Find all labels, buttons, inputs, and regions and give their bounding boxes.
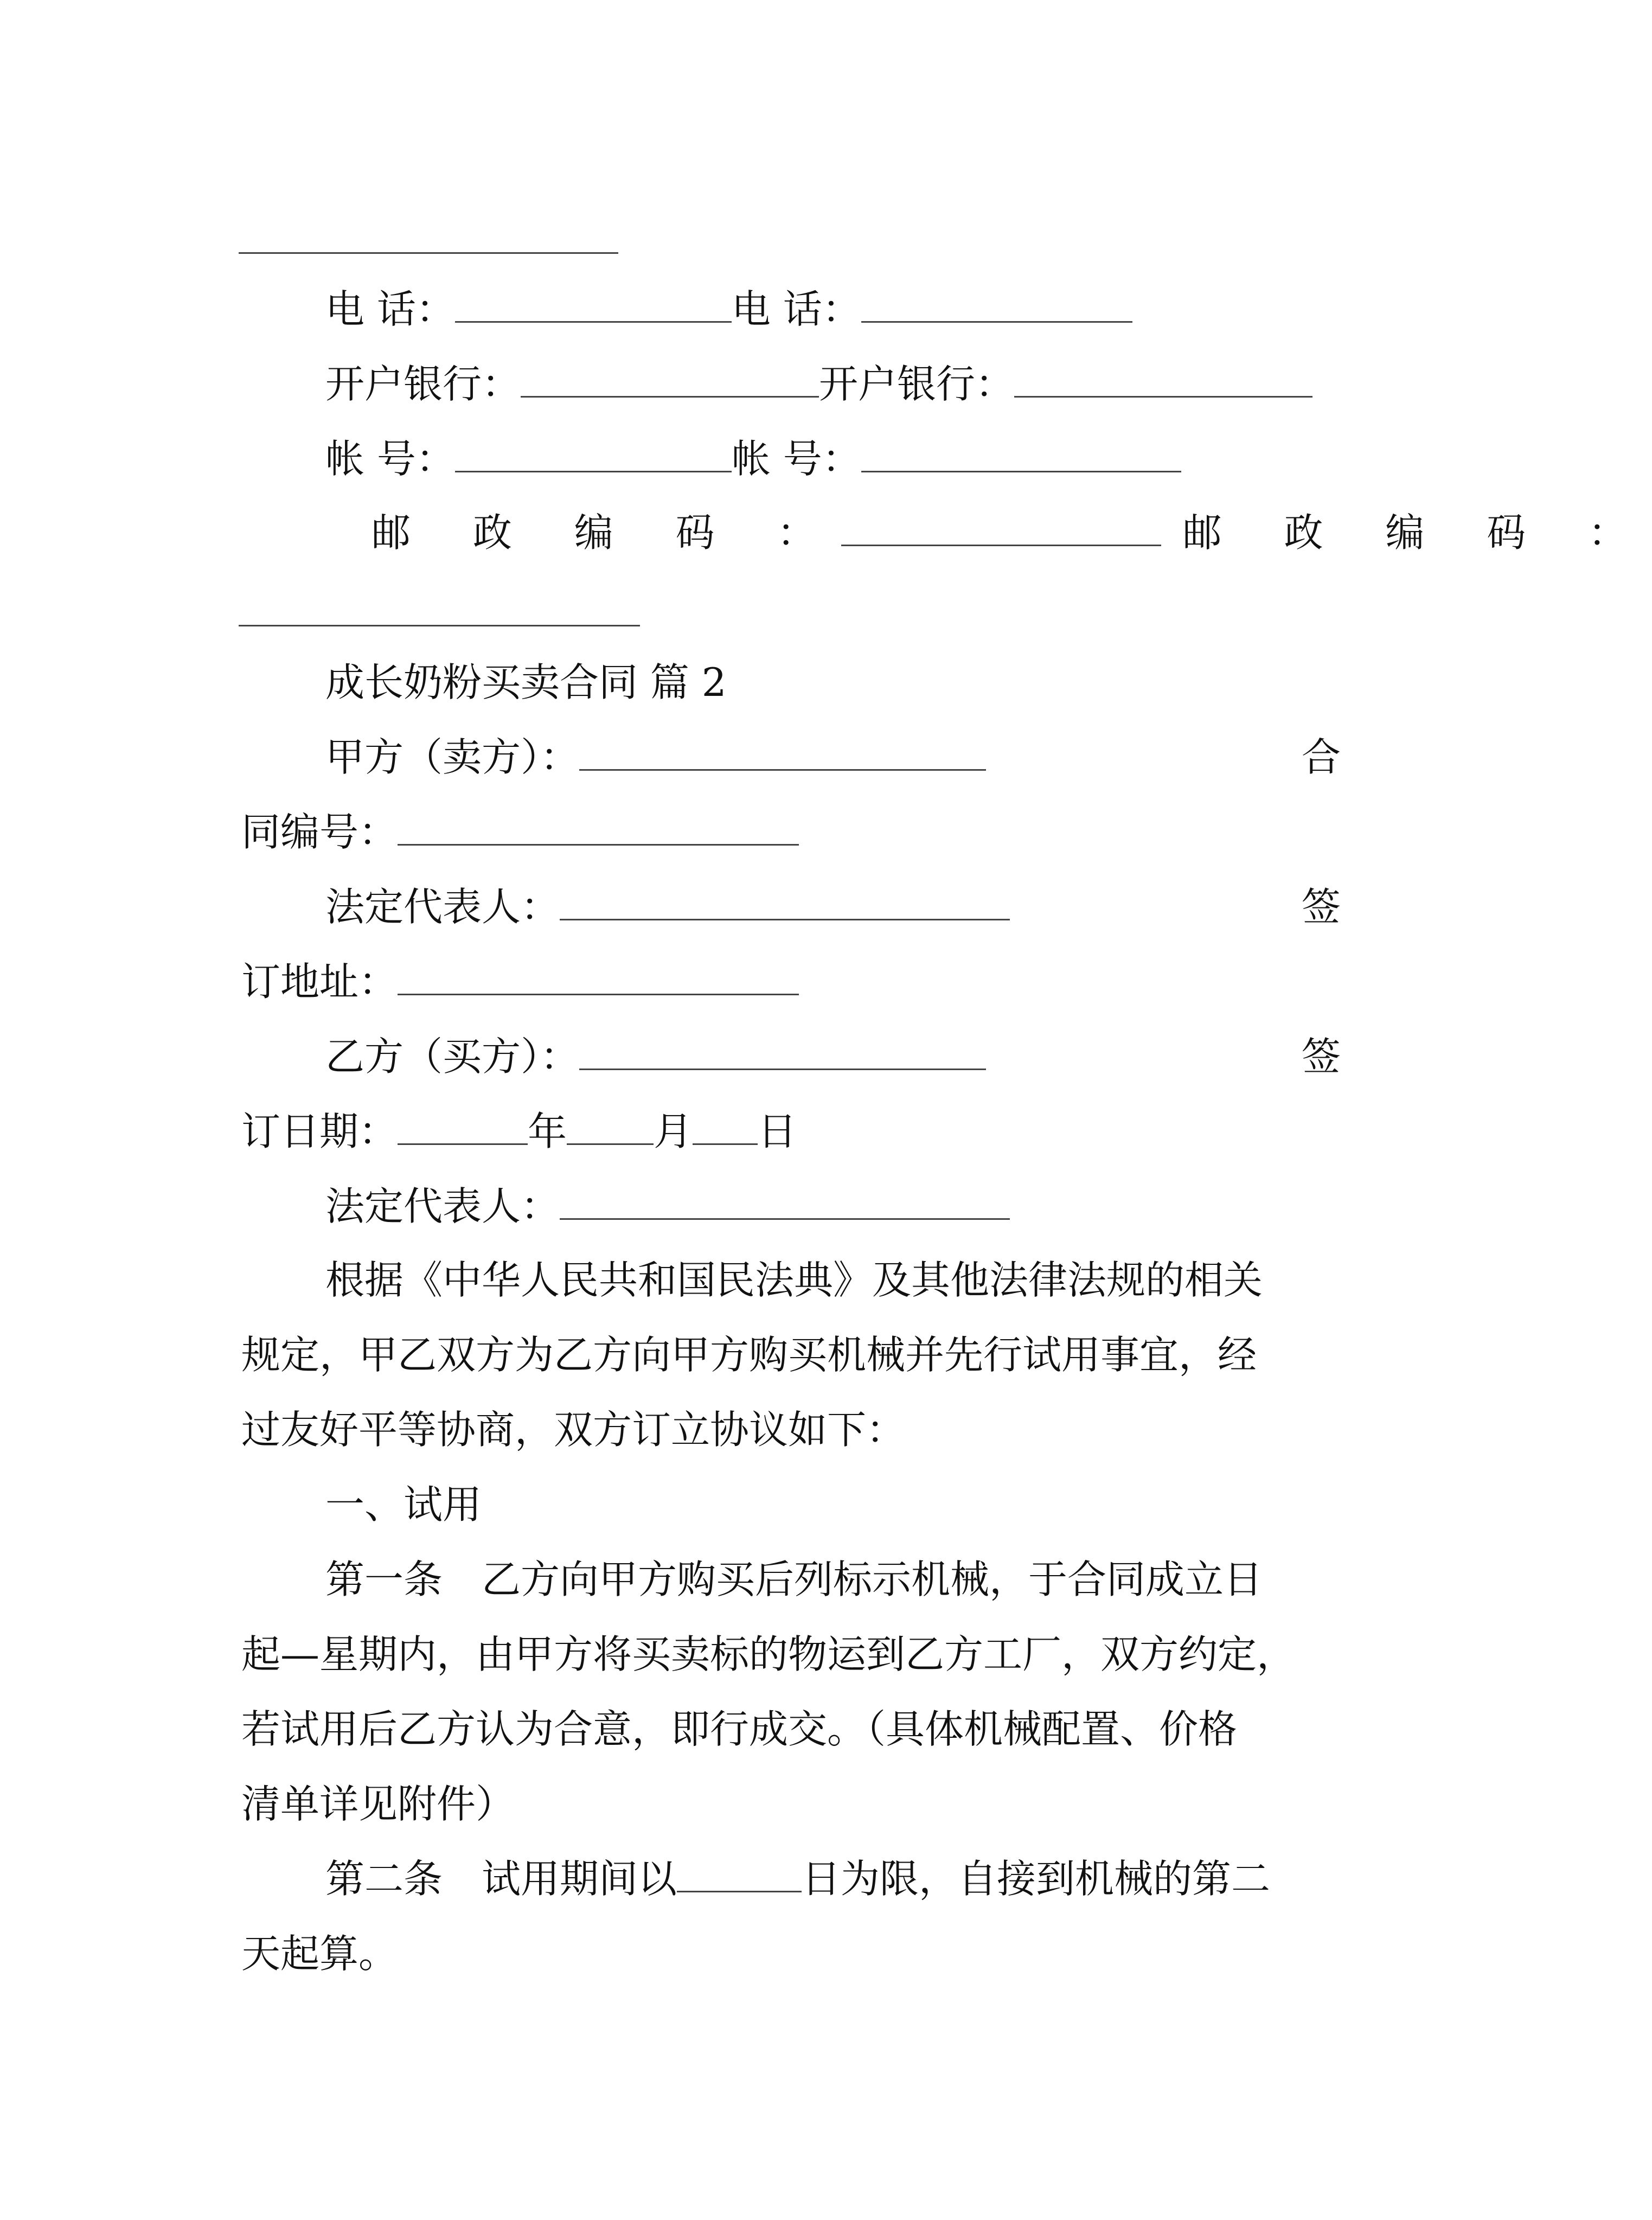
sign-place-row (241, 955, 799, 1009)
bank-row (325, 357, 1312, 411)
bank-label: 开户银行： (325, 361, 521, 407)
sign-place-label: 订地址： (241, 959, 398, 1005)
account-label: 帐 号： (325, 436, 455, 482)
blank-line (455, 283, 732, 323)
blank-line (579, 731, 986, 771)
party-b-row (325, 1029, 986, 1084)
blank-line (239, 625, 640, 626)
blank-line (693, 1105, 758, 1145)
blank-line (521, 358, 819, 398)
account-row (325, 432, 1181, 486)
party-a-row (325, 730, 986, 784)
blank-line (398, 806, 799, 846)
day-label: 日 (758, 1109, 797, 1154)
article2-line-2: 天起算。 (241, 1931, 398, 1976)
bank-label: 开户银行： (819, 361, 1015, 407)
blank-line (560, 1180, 1010, 1220)
month-label: 月 (654, 1109, 693, 1154)
postal-row (372, 506, 1652, 560)
blank-line (841, 507, 1161, 546)
blank-line (398, 956, 799, 995)
legal-rep-label: 法定代表人： (325, 884, 560, 930)
article1-line-3: 若试用后乙方认为合意，即行成交。（具体机械配置、价格 (241, 1706, 1238, 1752)
sign-date-label: 订日期： (241, 1109, 398, 1154)
legal-rep-row (325, 880, 1010, 934)
article1-line-4: 清单详见附件） (241, 1781, 515, 1827)
contract-no-label: 同编号： (241, 809, 398, 855)
phone-label: 电 话： (731, 286, 861, 332)
heading-trial: 一、试用 (325, 1482, 482, 1527)
blank-line (567, 1105, 654, 1145)
article1-line-2: 起—星期内，由甲方将买卖标的物运到乙方工厂，双方约定， (241, 1632, 1296, 1677)
blank-line (1014, 358, 1312, 398)
sign-place-head: 签 (1302, 884, 1341, 930)
account-label: 帐 号： (731, 436, 861, 482)
blank-line (398, 1105, 528, 1145)
section-title: 成长奶粉买卖合同 篇 2 (325, 660, 727, 705)
article2-text-a: 第二条 试用期间以 (325, 1856, 677, 1902)
article1-line-1: 第一条 乙方向甲方购买后列标示机械，于合同成立日 (325, 1557, 1263, 1602)
blank-line (861, 283, 1132, 323)
article2-text-b: 日为限，自接到机械的第二 (802, 1856, 1271, 1902)
contract-no-head: 合 (1302, 734, 1341, 780)
phone-label: 电 话： (325, 286, 455, 332)
para1-line-1: 根据《中华人民共和国民法典》及其他法律法规的相关 (325, 1257, 1263, 1303)
article2-line-1 (325, 1852, 1270, 1906)
year-label: 年 (528, 1109, 567, 1154)
blank-line (560, 881, 1010, 920)
blank-line (677, 1853, 802, 1892)
para1-line-2: 规定，甲乙双方为乙方向甲方购买机械并先行试用事宜，经 (241, 1332, 1257, 1378)
para1-line-3: 过友好平等协商，双方订立协议如下： (241, 1407, 906, 1453)
legal-rep-b-row (325, 1179, 1010, 1233)
blank-line (861, 433, 1181, 472)
sign-date-row (241, 1104, 797, 1159)
postal-label: 邮 政 编 码 ： (1182, 510, 1652, 555)
party-b-label: 乙方（买方）： (325, 1034, 580, 1079)
blank-line (455, 433, 732, 472)
sign-date-head: 签 (1302, 1034, 1341, 1079)
contract-no-row (241, 805, 799, 859)
phone-row (325, 282, 1132, 336)
blank-line (239, 252, 618, 254)
party-a-label: 甲方（卖方）： (325, 734, 580, 780)
postal-label: 邮 政 编 码 ： (372, 510, 841, 555)
blank-line (579, 1031, 986, 1070)
legal-rep-label: 法定代表人： (325, 1183, 560, 1229)
